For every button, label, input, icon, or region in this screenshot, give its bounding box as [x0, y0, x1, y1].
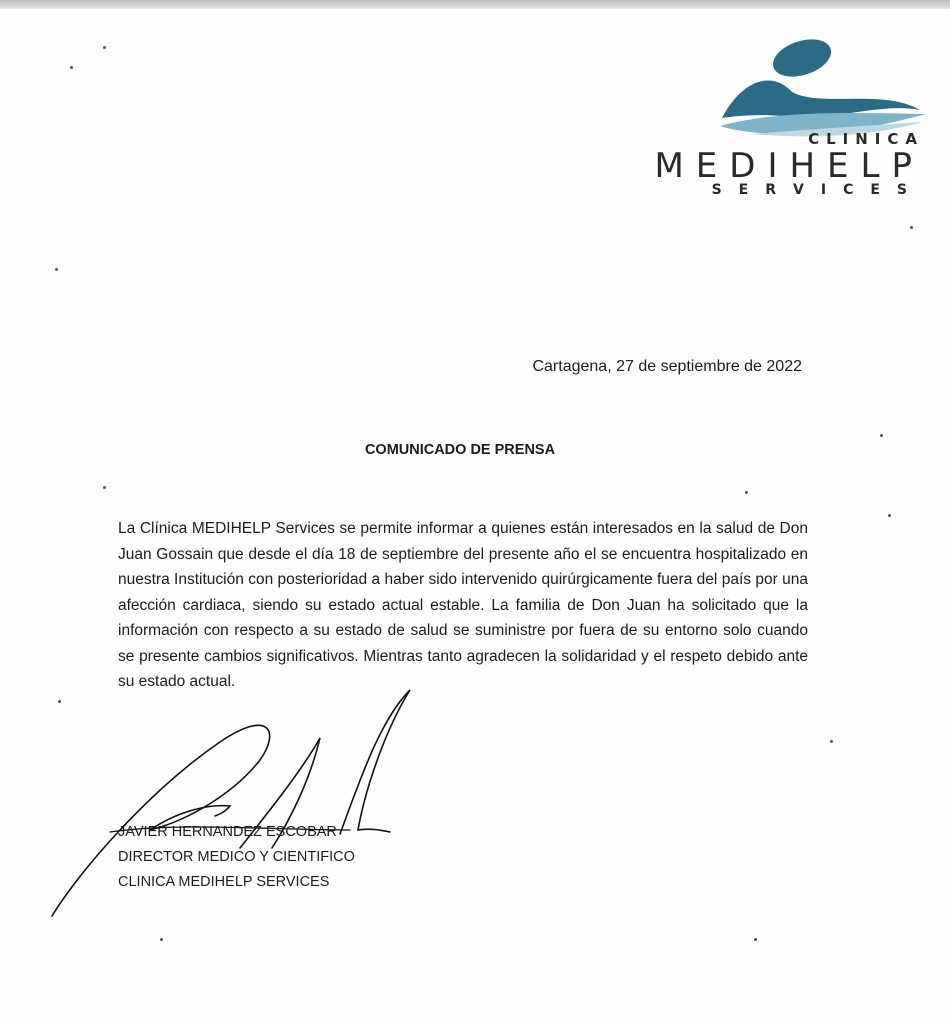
logo-text-medihelp: MEDIHELP	[654, 146, 924, 186]
scan-speck	[70, 66, 73, 69]
letter-body: La Clínica MEDIHELP Services se permite informar a quienes están interesados en la salud de Don Juan Gossain que desde el día 18 de septiembre del presente año el se encuentra hospitalizado en nuestra Institución con posterioridad a haber sido intervenido quirúrgicamente fuera del país por una afección cardiaca, siendo su estado actual estable. La familia de Don Juan ha solicitado que la información con respecto a su estado de salud se suministre por fuera de su entorno solo cuando se presente cambios significativos. Mientras tanto agradecen la solidaridad y el respeto debido ante su estado actual.	[118, 520, 808, 690]
scan-speck	[754, 938, 757, 941]
scan-speck	[880, 434, 883, 437]
scan-speck	[745, 491, 748, 494]
logo-text-clinica: CLINICA	[808, 130, 924, 148]
scan-speck	[58, 700, 61, 703]
scan-speck	[103, 46, 106, 49]
signer-organization: CLINICA MEDIHELP SERVICES	[118, 874, 330, 890]
scan-speck	[55, 268, 58, 271]
scan-speck	[160, 938, 163, 941]
letter-date: Cartagena, 27 de septiembre de 2022	[532, 358, 802, 375]
scan-speck	[103, 486, 106, 489]
signer-name: JAVIER HERNANDEZ ESCOBAR	[118, 824, 337, 840]
logo-dark-wave	[722, 80, 920, 118]
medihelp-logo	[654, 30, 944, 210]
signer-role: DIRECTOR MEDICO Y CIENTIFICO	[118, 849, 355, 865]
signature-block	[118, 820, 355, 895]
page-top-edge	[0, 0, 950, 9]
scan-speck	[910, 226, 913, 229]
scan-speck	[888, 514, 891, 517]
scan-speck	[830, 740, 833, 743]
logo-text-services: SERVICES	[711, 182, 924, 198]
logo-wave-emblem	[712, 30, 944, 140]
logo-head-shape	[768, 33, 836, 84]
letter-title: COMUNICADO DE PRENSA	[364, 442, 556, 458]
